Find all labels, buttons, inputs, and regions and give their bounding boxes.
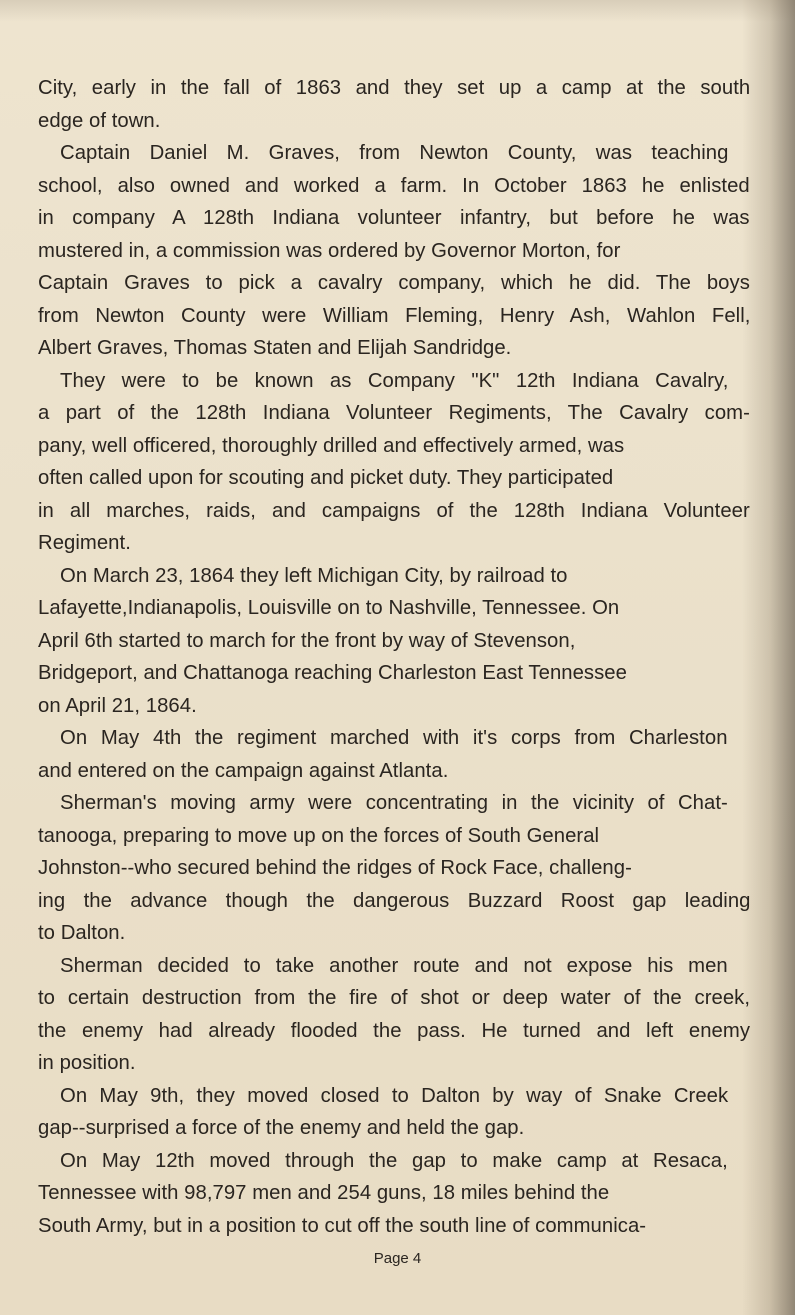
page-top-edge: [0, 0, 795, 22]
text-line: Tennessee with 98,797 men and 254 guns, 18 miles behind the: [38, 1182, 610, 1204]
text-line: On March 23, 1864 they left Michigan City, by railroad to: [60, 564, 568, 587]
text-line: Lafayette,Indianapolis, Louisville on to Nashville, Tennessee. On: [38, 597, 620, 619]
text-line: Bridgeport, and Chattanoga reaching Charleston East Tennessee: [38, 662, 627, 684]
text-line: in company A 128th Indiana volunteer infantry, but before he was: [38, 207, 750, 229]
text-line: Captain Daniel M. Graves, from Newton County, was teaching: [60, 142, 729, 164]
text-line: in all marches, raids, and campaigns of the 128th Indiana Volunteer: [38, 499, 750, 522]
text-line: On May 9th, they moved closed to Dalton by way of Snake Creek: [60, 1084, 729, 1107]
text-line: Albert Graves, Thomas Staten and Elijah Sandridge.: [38, 337, 512, 359]
page-number: Page 4: [373, 1250, 422, 1267]
text-line: April 6th started to march for the front by way of Stevenson,: [38, 629, 576, 652]
text-line: often called upon for scouting and picket duty. They participated: [38, 467, 614, 489]
text-line: ing the advance though the dangerous Buzzard Roost gap leading: [38, 889, 751, 912]
text-line: to Dalton.: [38, 922, 126, 944]
text-line: tanooga, preparing to move up on the forces of South General: [38, 824, 600, 847]
text-line: school, also owned and worked a farm. In October 1863 he enlisted: [38, 174, 750, 197]
text-line: pany, well officered, thoroughly drilled and effectively armed, was: [38, 434, 625, 457]
text-line: to certain destruction from the fire of shot or deep water of the creek,: [38, 987, 751, 1009]
body-text: [38, 72, 750, 1242]
text-line: Regiment.: [38, 532, 131, 554]
text-line: in position.: [38, 1052, 136, 1074]
text-line: Sherman's moving army were concentrating in the vicinity of Chat-: [60, 792, 728, 814]
text-line: On May 4th the regiment marched with it's corps from Charleston: [60, 727, 728, 749]
text-line: the enemy had already flooded the pass. He turned and left enemy: [38, 1019, 751, 1042]
text-line: Sherman decided to take another route and not expose his men: [60, 954, 728, 977]
text-line: from Newton County were William Fleming, Henry Ash, Wahlon Fell,: [38, 304, 751, 327]
text-line: on April 21, 1864.: [38, 694, 197, 717]
text-line: Johnston--who secured behind the ridges of Rock Face, challeng-: [38, 857, 632, 879]
text-line: City, early in the fall of 1863 and they set up a camp at the south: [38, 77, 751, 99]
text-line: mustered in, a commission was ordered by Governor Morton, for: [38, 239, 621, 262]
text-line: edge of town.: [38, 109, 161, 132]
text-line: On May 12th moved through the gap to make camp at Resaca,: [60, 1149, 728, 1172]
text-line: Captain Graves to pick a cavalry company, which he did. The boys: [38, 272, 750, 294]
text-line: They were to be known as Company "K" 12th Indiana Cavalry,: [60, 369, 729, 392]
text-line: South Army, but in a position to cut off the south line of communica-: [38, 1214, 647, 1237]
text-line: gap--surprised a force of the enemy and held the gap.: [38, 1117, 525, 1139]
text-line: and entered on the campaign against Atlanta.: [38, 759, 449, 782]
text-line: a part of the 128th Indiana Volunteer Regiments, The Cavalry com-: [38, 402, 750, 424]
